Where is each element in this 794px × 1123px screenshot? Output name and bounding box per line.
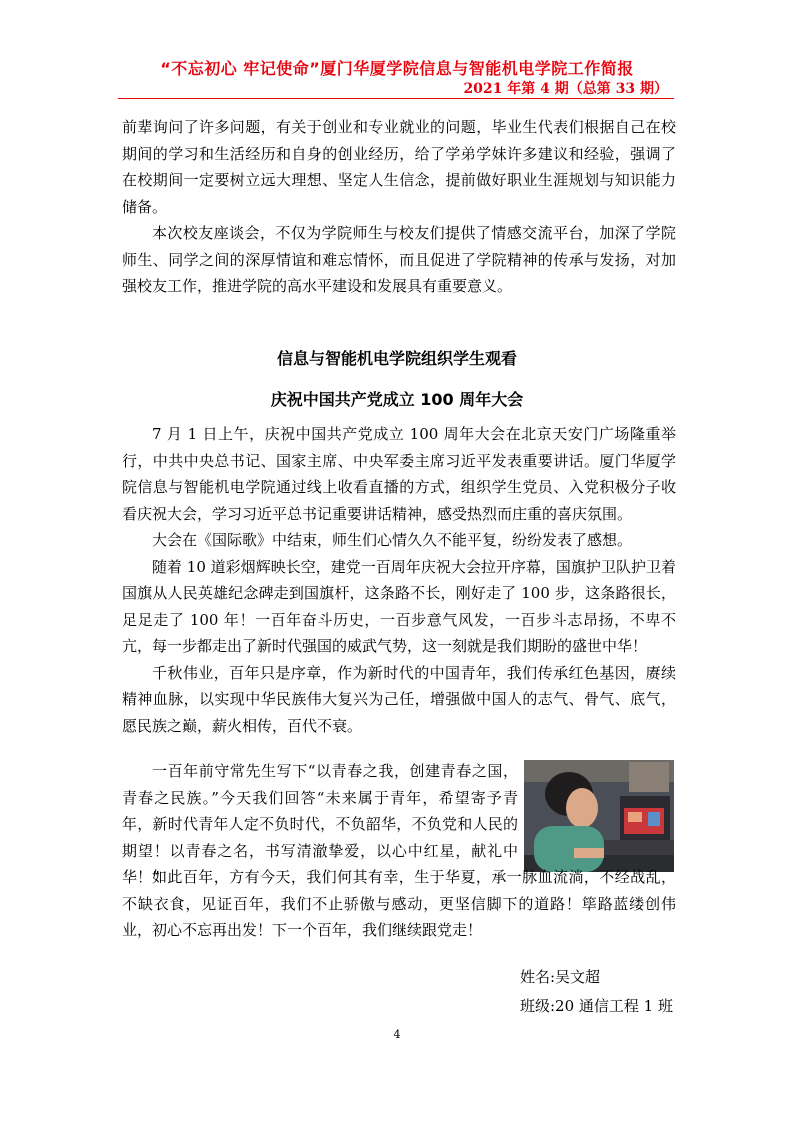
header-issue: 2021 年第 4 期（总第 33 期） xyxy=(463,81,668,97)
article-title-line1: 信息与智能机电学院组织学生观看 xyxy=(276,349,517,368)
final-block xyxy=(122,864,676,944)
paragraph: 如此百年，方有今天，我们何其有幸，生于华夏，承一脉血流淌，不经战乱，不缺衣食，见证百年，我们不止骄傲与感动，更坚信脚下的道路！筚路蓝缕创伟业，初心不忘再出发！下一个百年，我们继续跟党走！ xyxy=(122,868,676,939)
paragraph: 7 月 1 日上午，庆祝中国共产党成立 100 周年大会在北京天安门广场隆重举行，中共中央总书记、国家主席、中央军委主席习近平发表重要讲话。厦门华厦学院信息与智能机电学院通过线上收看直播的方式，组织学生党员、入党积极分子收看庆祝大会，学习习近平总书记重要讲话精神，感受热烈而庄重的喜庆氛围。 xyxy=(122,425,676,523)
author-class: 班级:20 通信工程 1 班 xyxy=(520,997,673,1015)
student-watching-photo xyxy=(524,760,674,872)
author-name: 姓名:吴文超 xyxy=(520,968,601,986)
header-title: “不忘初心 牢记使命”厦门华厦学院信息与智能机电学院工作简报 xyxy=(160,59,634,78)
paragraph: 千秋伟业，百年只是序章，作为新时代的中国青年，我们传承红色基因，赓续精神血脉，以实现中华民族伟大复兴为己任，增强做中国人的志气、骨气、底气，愿民族之巅，薪火相传，百代不衰。 xyxy=(122,663,676,735)
article-body xyxy=(122,421,676,739)
paragraph: 大会在《国际歌》中结束，师生们心情久久不能平复，纷纷发表了感想。 xyxy=(152,531,633,549)
page-number: 4 xyxy=(393,1028,401,1041)
header-rule xyxy=(118,98,674,99)
top-section xyxy=(122,114,676,300)
article-title-line2: 庆祝中国共产党成立 100 周年大会 xyxy=(270,390,524,409)
paragraph: 本次校友座谈会，不仅为学院师生与校友们提供了情感交流平台，加深了学院师生、同学之间的深厚情谊和难忘情怀，而且促进了学院精神的传承与发扬，对加强校友工作，推进学院的高水平建设和发展具有重要意义。 xyxy=(122,224,676,295)
photo-illustration xyxy=(524,760,674,872)
paragraph: 前辈询问了许多问题，有关于创业和专业就业的问题，毕业生代表们根据自己在校期间的学习和生活经历和自身的创业经历，给了学弟学妹许多建议和经验，强调了在校期间一定要树立远大理想、坚定人生信念，提前做好职业生涯规划与知识能力储备。 xyxy=(122,118,676,216)
paragraph: 一百年前守常先生写下“以青春之我，创建青春之国，青春之民族。”今天我们回答“未来属于青年，希望寄予青年，新时代青年人定不负时代，不负韶华，不负党和人民的期望！以青春之名，书写清澈挚爱，以心中红星，献礼中华！” xyxy=(122,762,518,886)
paragraph: 随着 10 道彩烟辉映长空，建党一百周年庆祝大会拉开序幕，国旗护卫队护卫着国旗从人民英雄纪念碑走到国旗杆，这条路不长，刚好走了 100 步，这条路很长，足足走了 100 年！一百年奋斗历史，一百步意气风发，一百步斗志昂扬，不卑不亢，每一步都走出了新时代强国的威武气势，这一刻就是我们期盼的盛世中华！ xyxy=(122,557,676,655)
